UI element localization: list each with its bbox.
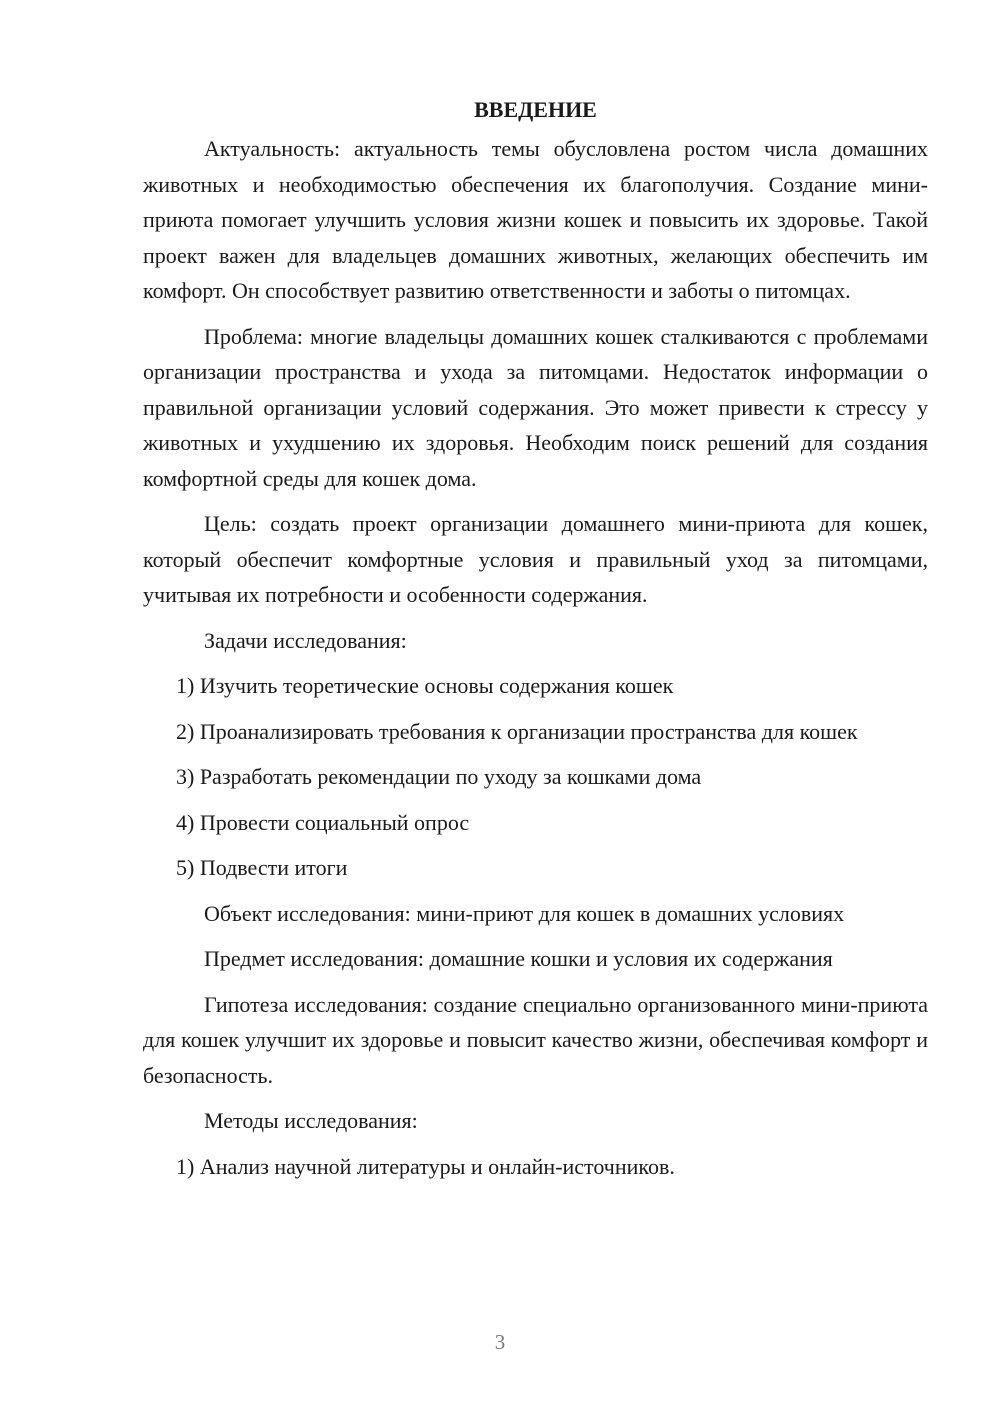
paragraph-object: Объект исследования: мини-приют для кошек в домашних условиях (204, 900, 845, 926)
paragraph-methods-heading: Методы исследования: (204, 1108, 418, 1133)
paragraph-problem: Проблема: многие владельцы домашних кошек сталкиваются с проблемами организации пространства и ухода за питомцами. Недостаток информации о правильной организации условий содержания. Это может привести к стрессу у животных и ухудшению их здоровья. Необходим поиск решений для создания комфортной среды для кошек дома. (143, 323, 928, 491)
task-item: 4) Провести социальный опрос (176, 809, 470, 835)
paragraph-goal: Цель: создать проект организации домашнего мини-приюта для кошек, который обеспечит комфортные условия и правильный уход за питомцами, учитывая их потребности и особенности содержания. (143, 511, 928, 607)
task-item: 5) Подвести итоги (176, 855, 348, 880)
section-title: ВВЕДЕНИЕ (474, 97, 597, 122)
task-item: 2) Проанализировать требования к организации пространства для кошек (176, 718, 858, 744)
task-item: 3) Разработать рекомендации по уходу за кошками дома (176, 764, 702, 789)
paragraph-subject: Предмет исследования: домашние кошки и условия их содержания (204, 946, 833, 971)
document-page (143, 90, 928, 1194)
paragraph-hypothesis: Гипотеза исследования: создание специально организованного мини-приюта для кошек улучшит их здоровье и повысит качество жизни, обеспечивая комфорт и безопасность. (143, 991, 928, 1088)
method-item: 1) Анализ научной литературы и онлайн-источников. (176, 1153, 675, 1179)
paragraph-tasks-heading: Задачи исследования: (204, 627, 407, 653)
task-item: 1) Изучить теоретические основы содержания кошек (176, 673, 674, 698)
paragraph-relevance: Актуальность: актуальность темы обусловлена ростом числа домашних животных и необходимостью обеспечения их благополучия. Создание мини-приюта помогает улучшить условия жизни кошек и повысить их здоровье. Такой проект важен для владельцев домашних животных, желающих обеспечить им комфорт. Он способствует развитию ответственности и заботы о питомцах. (143, 136, 928, 303)
page-number: 3 (494, 1330, 506, 1354)
